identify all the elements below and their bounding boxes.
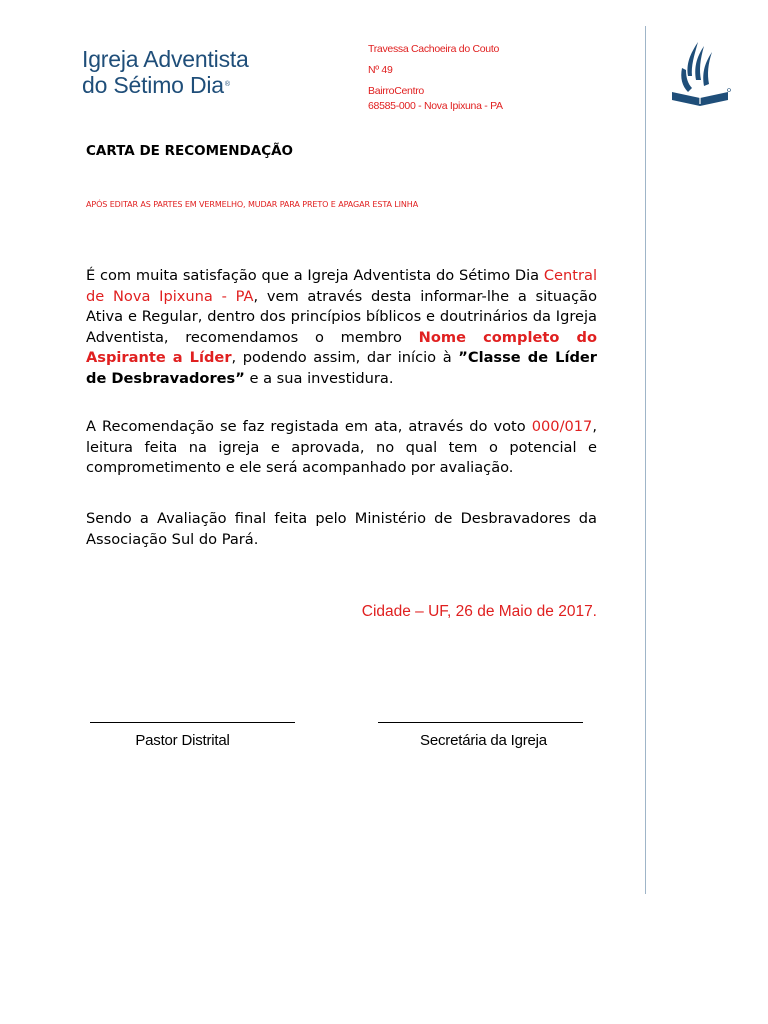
member-name: Nome completo do Aspirante a Líder (86, 328, 597, 366)
adventist-logo-icon (668, 38, 732, 110)
p2-text-a: A Recomendação se faz registada em ata, através do voto (86, 418, 532, 435)
p1-text-a: É com muita satisfação que a Igreja Adventista do Sétimo Dia (86, 267, 544, 284)
p1-text-c: , podendo assim, dar início à (231, 349, 459, 366)
vote-number: 000/017 (531, 418, 593, 435)
address-street: Travessa Cachoeira do Couto (368, 43, 499, 55)
signature-label-secretary: Secretária da Igreja (420, 732, 547, 749)
church-logo-text (82, 46, 249, 98)
church-name: Central de Nova Ipixuna - PA (86, 267, 597, 305)
signature-line-secretary (378, 722, 583, 723)
p1-text-b: , vem através desta informar-lhe a situação Ativa e Regular, dentro dos princípios bíblicos e doutrinários da Igreja Adventista, recomendamos o membro (86, 287, 597, 346)
org-name-line2: do Sétimo Dia (82, 72, 224, 98)
edit-instruction-note: APÓS EDITAR AS PARTES EM VERMELHO, MUDAR PARA PRETO E APAGAR ESTA LINHA (86, 200, 419, 209)
registered-mark: ® (224, 81, 230, 88)
p2-text-b: , leitura feita na igreja e aprovada, no qual tem o potencial e comprometimento e ele será acompanhado por avaliação. (86, 418, 597, 476)
address-district: BairroCentro (368, 85, 424, 97)
church-address (368, 42, 503, 114)
signature-line-pastor (90, 722, 295, 723)
paragraph-recommendation (86, 266, 597, 389)
margin-divider (645, 26, 646, 894)
letter-title: CARTA DE RECOMENDAÇÃO (86, 143, 294, 159)
paragraph-evaluation: Sendo a Avaliação final feita pelo Ministério de Desbravadores da Associação Sul do Pará. (86, 510, 597, 548)
class-name: ”Classe de Líder de Desbravadores” (86, 349, 597, 387)
signature-label-pastor: Pastor Distrital (135, 732, 230, 749)
p1-text-d: e a sua investidura. (244, 369, 394, 387)
paragraph-vote (86, 417, 597, 479)
letter-date: Cidade – UF, 26 de Maio de 2017. (361, 603, 597, 620)
address-postal-city: 68585-000 - Nova Ipixuna - PA (368, 100, 503, 112)
address-number: Nº 49 (368, 64, 393, 76)
org-name-line1: Igreja Adventista (82, 46, 249, 72)
